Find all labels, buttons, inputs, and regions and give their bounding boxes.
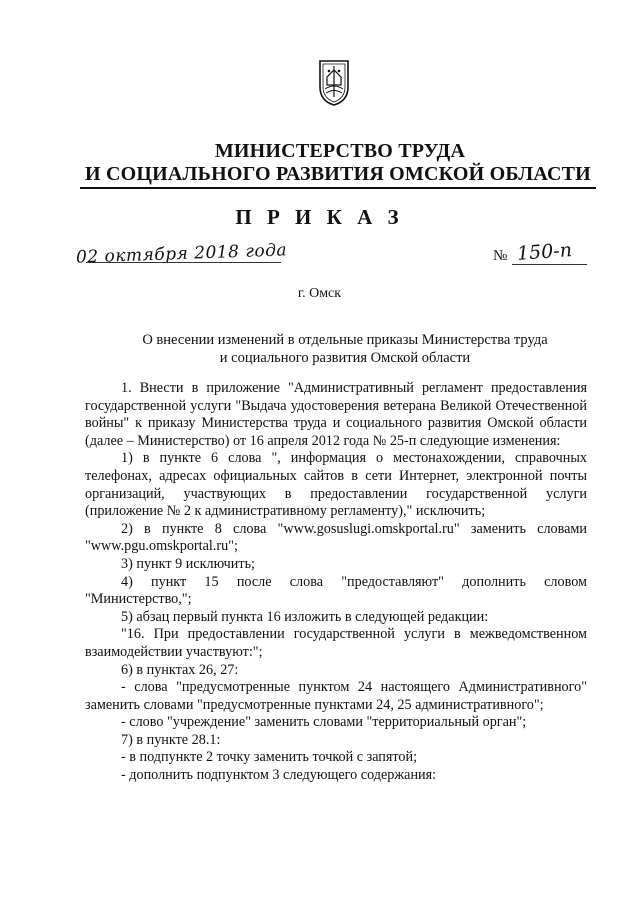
city-name: г. Омск bbox=[297, 286, 342, 301]
body-paragraph: - слово "учреждение" заменить словами "территориальный орган"; bbox=[121, 714, 527, 731]
body-paragraph: 7) в пункте 28.1: bbox=[121, 731, 221, 748]
body-paragraph: 6) в пунктах 26, 27: bbox=[121, 661, 239, 678]
subject-line-2: и социального развития Омской области bbox=[219, 350, 471, 366]
org-name-line-1: МИНИСТЕРСТВО ТРУДА bbox=[214, 140, 466, 162]
document-body bbox=[85, 380, 587, 785]
handwritten-date: 02 октября 2018 года bbox=[75, 240, 288, 268]
body-paragraph: - в подпункте 2 точку заменить точкой с запятой; bbox=[121, 749, 418, 766]
handwritten-number: 150-п bbox=[516, 239, 573, 265]
org-name-line-2: И СОЦИАЛЬНОГО РАЗВИТИЯ ОМСКОЙ ОБЛАСТИ bbox=[80, 162, 596, 189]
body-paragraph: 4) пункт 15 после слова "предоставляют" дополнить словом "Министерство,"; bbox=[85, 573, 587, 608]
document-subject bbox=[110, 331, 580, 367]
body-paragraph: 3) пункт 9 исключить; bbox=[121, 555, 255, 572]
body-paragraph: 1) в пункте 6 слова ", информация о местонахождении, справочных телефонах, адресах официальных сайтов в сети Интернет, электронной почты организаций, участвующих в предоставлении государственной услуги (приложение № 2 к административному регламенту)," исключить; bbox=[85, 450, 587, 520]
document-type-title: П Р И К А З bbox=[235, 205, 404, 229]
body-paragraph: - дополнить подпунктом 3 следующего содержания: bbox=[121, 767, 437, 784]
body-paragraph: 5) абзац первый пункта 16 изложить в следующей редакции: bbox=[121, 608, 489, 625]
body-paragraph: 2) в пункте 8 слова "www.gosuslugi.omskportal.ru" заменить словами "www.pgu.omskportal.ru"; bbox=[85, 520, 587, 555]
date-underline bbox=[86, 262, 281, 263]
number-label: № bbox=[493, 248, 508, 264]
body-paragraph: "16. При предоставлении государственной услуги в межведомственном взаимодействии участвуют:"; bbox=[85, 626, 587, 660]
body-paragraph: - слова "предусмотренные пунктом 24 настоящего Административного" заменить словами "предусмотренные пунктами 24, 25 административного"; bbox=[85, 679, 587, 713]
subject-line-1: О внесении изменений в отдельные приказы Министерства труда bbox=[142, 332, 548, 348]
coat-of-arms-icon bbox=[317, 57, 351, 107]
body-paragraph: 1. Внести в приложение "Административный регламент предоставления государственной услуги "Выдача удостоверения ветерана Великой Отечественной войны" к приказу Министерства труда и социального развития Омской области (далее – Министерство) от 16 апреля 2012 года № 25-п следующие изменения: bbox=[85, 380, 587, 449]
number-underline bbox=[512, 264, 587, 265]
